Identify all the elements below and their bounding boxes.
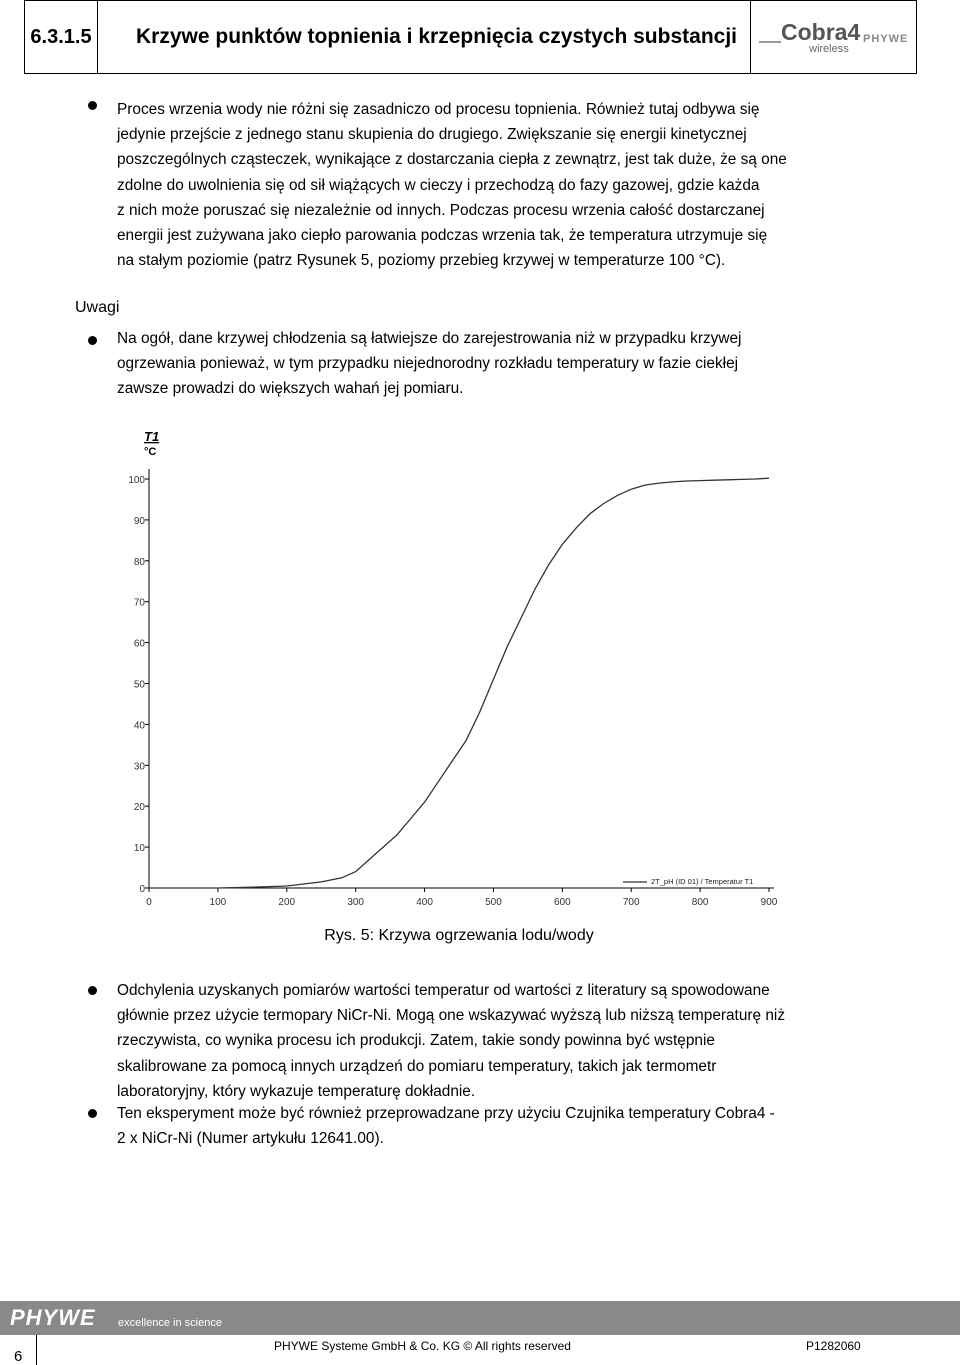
logo-wireless-text: wireless — [809, 43, 849, 55]
section-number: 6.3.1.5 — [24, 0, 98, 74]
x-tick-label: 600 — [553, 897, 571, 908]
text-line: z nich może poruszać się niezależnie od innych. Podczas procesu wrzenia całość dostarczanej — [117, 201, 765, 219]
text-line: głównie przez użycie termopary NiCr-Ni. Mogą one wskazywać wyższą lub niższą temperaturę niż — [117, 1007, 786, 1025]
heating-curve-chart — [124, 424, 784, 924]
x-tick-label: 700 — [622, 897, 640, 908]
y-tick-label: 0 — [139, 884, 145, 895]
footer-brand: PHYWE — [10, 1305, 96, 1330]
y-tick-label: 80 — [133, 556, 145, 568]
x-tick-label: 300 — [347, 897, 365, 908]
cobra4-logo — [750, 0, 917, 74]
footer-bar — [0, 1301, 960, 1335]
y-axis-title: T1 — [144, 429, 160, 444]
text-line: energii jest zużywana jako ciepło parowania podczas wrzenia tak, że temperatura utrzymuje się — [117, 227, 768, 245]
x-tick-label: 500 — [485, 897, 502, 908]
page-title: Krzywe punktów topnienia i krzepnięcia czystych substancji — [98, 0, 750, 74]
footer-copyright: PHYWE Systeme GmbH & Co. KG © All rights reserved — [274, 1339, 571, 1353]
figure-caption-text: Rys. 5: Krzywa ogrzewania lodu/wody — [324, 927, 594, 944]
y-tick-label: 30 — [133, 761, 145, 773]
chart-svg — [124, 424, 784, 924]
paragraph-note-cooling — [117, 326, 840, 402]
logo-line — [759, 41, 781, 43]
text-line: laboratoryjny, który wykazuje temperaturę dokładnie. — [117, 1082, 476, 1100]
y-tick-label: 70 — [133, 597, 145, 609]
y-tick-label: 40 — [133, 720, 145, 732]
text-line: Odchylenia uzyskanych pomiarów wartości temperatur od wartości z literatury są spowodowane — [117, 982, 770, 999]
x-tick-label: 800 — [691, 897, 709, 908]
logo-phywe-text: PHYWE — [863, 33, 909, 45]
series-line — [149, 478, 769, 888]
text-line: Ten eksperyment może być również przeprowadzane przy użyciu Czujnika temperatury Cobra4 - — [117, 1105, 775, 1122]
x-tick-label: 900 — [760, 897, 778, 908]
x-tick-label: 200 — [278, 897, 296, 908]
text-line: ogrzewania ponieważ, w tym przypadku niejednorodny rozkładu temperatury w fazie ciekłej — [117, 355, 739, 373]
text-line: rzeczywista, co wynika procesu ich produkcji. Zatem, takie sondy powinna być wstępnie — [117, 1032, 715, 1050]
x-tick-label: 400 — [416, 897, 433, 908]
text-line: skalibrowane za pomocą innych urządzeń do pomiaru temperatury, takich jak termometr — [117, 1057, 717, 1075]
text-line: Proces wrzenia wody nie różni się zasadniczo od procesu topnienia. Również tutaj odbywa się — [117, 101, 760, 118]
y-tick-label: 90 — [133, 515, 145, 527]
y-tick-label: 60 — [133, 638, 145, 650]
paragraph-note-thermocouple — [117, 978, 840, 1104]
notes-heading: Uwagi — [75, 299, 120, 316]
page-number: 6 — [14, 1348, 23, 1365]
x-tick-label: 0 — [146, 897, 152, 908]
paragraph-note-sensor — [117, 1101, 840, 1151]
text-line: zawsze prowadzi do większych wahań jej pomiaru. — [117, 380, 464, 398]
bullet-dot — [88, 336, 97, 345]
paragraph-boiling — [117, 97, 840, 273]
legend-label: 2T_pH (ID 01) / Temperatur T1 — [651, 877, 754, 886]
page-header — [24, 0, 917, 76]
y-tick-label: 20 — [133, 802, 145, 814]
text-line: Na ogół, dane krzywej chłodzenia są łatwiejsze do zarejestrowania niż w przypadku krzywej — [117, 330, 742, 347]
text-line: jedynie przejście z jednego stanu skupienia do drugiego. Zwiększanie się energii kinetycznej — [117, 126, 747, 144]
text-line: na stałym poziomie (patrz Rysunek 5, poziomy przebieg krzywej w temperaturze 100 °C). — [117, 252, 726, 270]
bullet-dot — [88, 1109, 97, 1118]
y-tick-label: 50 — [133, 679, 145, 691]
bullet-dot — [88, 101, 97, 110]
bullet-dot — [88, 986, 97, 995]
logo-cobra-text: Cobra4 — [781, 19, 861, 45]
text-line: zdolne do uwolnienia się od sił wiążących w cieczy i przechodzą do fazy gazowej, gdzie każda — [117, 176, 760, 194]
footer-tagline: excellence in science — [118, 1317, 222, 1329]
footer-code: P1282060 — [806, 1339, 861, 1353]
figure-caption — [0, 927, 960, 945]
y-axis-unit: °C — [144, 446, 157, 458]
x-tick-label: 100 — [209, 897, 227, 908]
y-tick-label: 10 — [133, 843, 145, 855]
text-line: 2 x NiCr-Ni (Numer artykułu 12641.00). — [117, 1130, 384, 1148]
y-tick-label: 100 — [128, 475, 145, 486]
text-line: poszczególnych cząsteczek, wynikające z dostarczania ciepła z zewnątrz, jest tak duże, że są one — [117, 151, 787, 169]
